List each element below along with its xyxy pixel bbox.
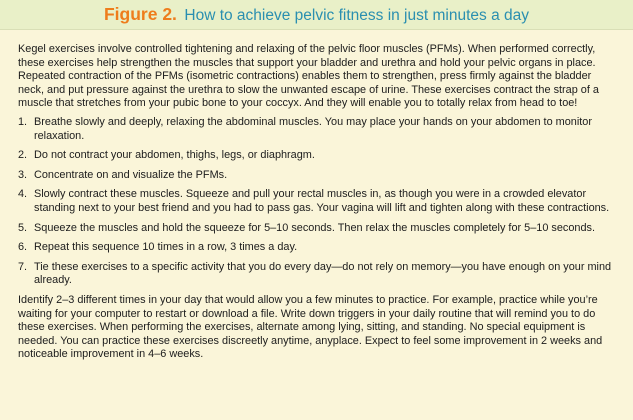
figure-title: How to achieve pelvic fitness in just minutes a day (184, 7, 529, 24)
intro-paragraph: Kegel exercises involve controlled tightening and relaxing of the pelvic floor muscles (PFMs). When performed correctly, these exercises help strengthen the muscles that support your bladder and urethra and hold your pelvic organs in place. Repeated contraction of the PFMs (isometric contractions) enables them to strengthen, press firmly against the bladder neck, and put pressure against the urethra to slow the unwanted escape of urine. These exercises contract the strap of a muscle that stretches from your pubic bone to your coccyx. And they will enable you to totally relax from head to toe! (18, 43, 599, 110)
step-item (18, 241, 620, 255)
step-text: Concentrate on and visualize the PFMs. (34, 168, 228, 181)
step-number: 1. (18, 115, 28, 128)
step-item (18, 261, 620, 288)
figure-body (18, 43, 620, 362)
step-text: Do not contract your abdomen, thighs, legs, or diaphragm. (34, 149, 315, 162)
step-number: 6. (18, 241, 28, 254)
figure-header (0, 0, 633, 30)
step-text: Repeat this sequence 10 times in a row, 3 times a day. (34, 241, 298, 254)
step-number: 3. (18, 168, 28, 181)
step-number: 7. (18, 260, 28, 273)
step-item (18, 149, 620, 163)
figure-label: Figure 2. (103, 4, 177, 24)
step-text: Breathe slowly and deeply, relaxing the abdominal muscles. You may place your hands on your abdomen to monitor relaxation. (34, 115, 592, 142)
step-item (18, 222, 620, 236)
step-item (18, 169, 620, 183)
step-text: Tie these exercises to a specific activity that you do every day—do not rely on memory—you have enough on your mind already. (34, 260, 612, 287)
step-number: 5. (18, 221, 28, 234)
step-text: Slowly contract these muscles. Squeeze and pull your rectal muscles in, as though you were in a crowded elevator standing next to your best friend and you had to pass gas. Your vagina will lift and tighten along with these contractions. (34, 188, 610, 214)
steps-list (18, 116, 620, 288)
step-number: 4. (18, 188, 28, 201)
step-item (18, 116, 620, 143)
step-number: 2. (18, 149, 28, 162)
step-item (18, 188, 620, 215)
step-text: Squeeze the muscles and hold the squeeze for 5–10 seconds. Then relax the muscles completely for 5–10 seconds. (34, 221, 596, 234)
outro-paragraph: Identify 2–3 different times in your day that would allow you a few minutes to practice. For example, practice while you’re waiting for your computer to restart or download a file. Write down triggers in your daily routine that will remind you to do these exercises. When performing the exercises, alternate among lying, sitting, and standing. No special equipment is needed. You can practice these exercises discreetly anytime, anyplace. Expect to feel some improvement in 2 weeks and noticeable improvement in 4–6 weeks. (18, 293, 603, 361)
